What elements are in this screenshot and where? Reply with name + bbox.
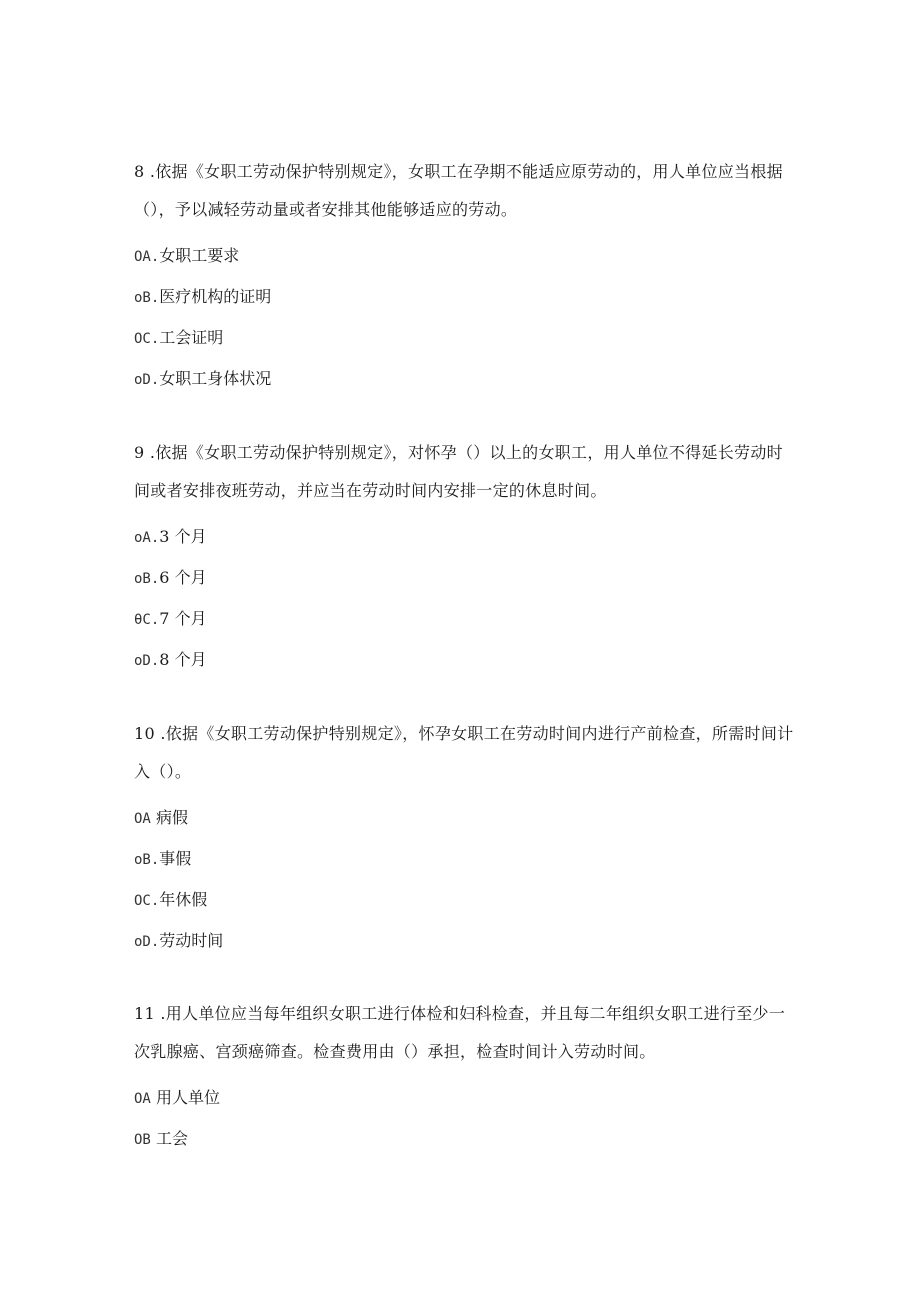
- option-a[interactable]: [134, 797, 794, 838]
- option-text: 用人单位: [155, 1088, 220, 1107]
- option-text: 工会: [155, 1129, 188, 1148]
- option-text: 8 个月: [159, 650, 207, 669]
- radio-marker-icon[interactable]: oD.: [134, 372, 160, 388]
- radio-marker-icon[interactable]: OA: [134, 811, 151, 827]
- radio-marker-icon[interactable]: OB: [134, 1132, 151, 1148]
- option-text: 6 个月: [159, 568, 207, 587]
- option-text: 事假: [159, 849, 192, 868]
- option-text: 医疗机构的证明: [159, 287, 272, 306]
- radio-marker-icon[interactable]: oB.: [134, 290, 160, 306]
- option-text: 病假: [155, 808, 188, 827]
- option-text: 3 个月: [159, 527, 207, 546]
- radio-marker-icon[interactable]: oD.: [134, 653, 160, 669]
- question-stem: 11 .用人单位应当每年组织女职工进行体检和妇科检查，并且每二年组织女职工进行至少一次乳腺癌、宫颈癌筛查。检查费用由（）承担，检查时间计入劳动时间。: [134, 1004, 786, 1061]
- question-stem: 8 .依据《女职工劳动保护特别规定》，女职工在孕期不能适应原劳动的，用人单位应当根据（），予以减轻劳动量或者安排其他能够适应的劳动。: [134, 162, 783, 219]
- option-text: 女职工身体状况: [159, 369, 272, 388]
- question-11: [134, 995, 794, 1159]
- option-b[interactable]: [134, 1118, 794, 1159]
- option-list: [134, 516, 794, 680]
- radio-marker-icon[interactable]: oB.: [134, 852, 160, 868]
- question-stem: 9 .依据《女职工劳动保护特别规定》，对怀孕（）以上的女职工，用人单位不得延长劳动时间或者安排夜班劳动，并应当在劳动时间内安排一定的休息时间。: [134, 443, 783, 500]
- question-8: [134, 153, 794, 399]
- option-list: [134, 1077, 794, 1159]
- option-list: [134, 235, 794, 399]
- radio-marker-icon[interactable]: oA.: [134, 530, 160, 546]
- radio-marker-icon[interactable]: oB.: [134, 571, 160, 587]
- radio-marker-icon[interactable]: OA: [134, 1091, 151, 1107]
- question-stem: 10 .依据《女职工劳动保护特别规定》，怀孕女职工在劳动时间内进行产前检查，所需时间计入（）。: [134, 724, 794, 781]
- option-a[interactable]: [134, 235, 794, 276]
- radio-marker-icon[interactable]: OC.: [134, 331, 160, 347]
- radio-marker-icon[interactable]: θC.: [134, 612, 160, 628]
- option-c[interactable]: [134, 598, 794, 639]
- option-a[interactable]: [134, 516, 794, 557]
- option-d[interactable]: [134, 358, 794, 399]
- option-text: 年休假: [159, 890, 208, 909]
- option-b[interactable]: [134, 557, 794, 598]
- question-9: [134, 434, 794, 680]
- option-d[interactable]: [134, 920, 794, 961]
- radio-marker-icon[interactable]: OC.: [134, 893, 160, 909]
- option-d[interactable]: [134, 639, 794, 680]
- option-text: 劳动时间: [159, 931, 224, 950]
- option-c[interactable]: [134, 317, 794, 358]
- radio-marker-icon[interactable]: OA.: [134, 249, 160, 265]
- question-10: [134, 715, 794, 961]
- option-text: 工会证明: [159, 328, 224, 347]
- option-b[interactable]: [134, 838, 794, 879]
- option-b[interactable]: [134, 276, 794, 317]
- option-a[interactable]: [134, 1077, 794, 1118]
- option-text: 7 个月: [159, 609, 207, 628]
- option-text: 女职工要求: [159, 246, 240, 265]
- option-list: [134, 797, 794, 961]
- option-c[interactable]: [134, 879, 794, 920]
- radio-marker-icon[interactable]: oD.: [134, 934, 160, 950]
